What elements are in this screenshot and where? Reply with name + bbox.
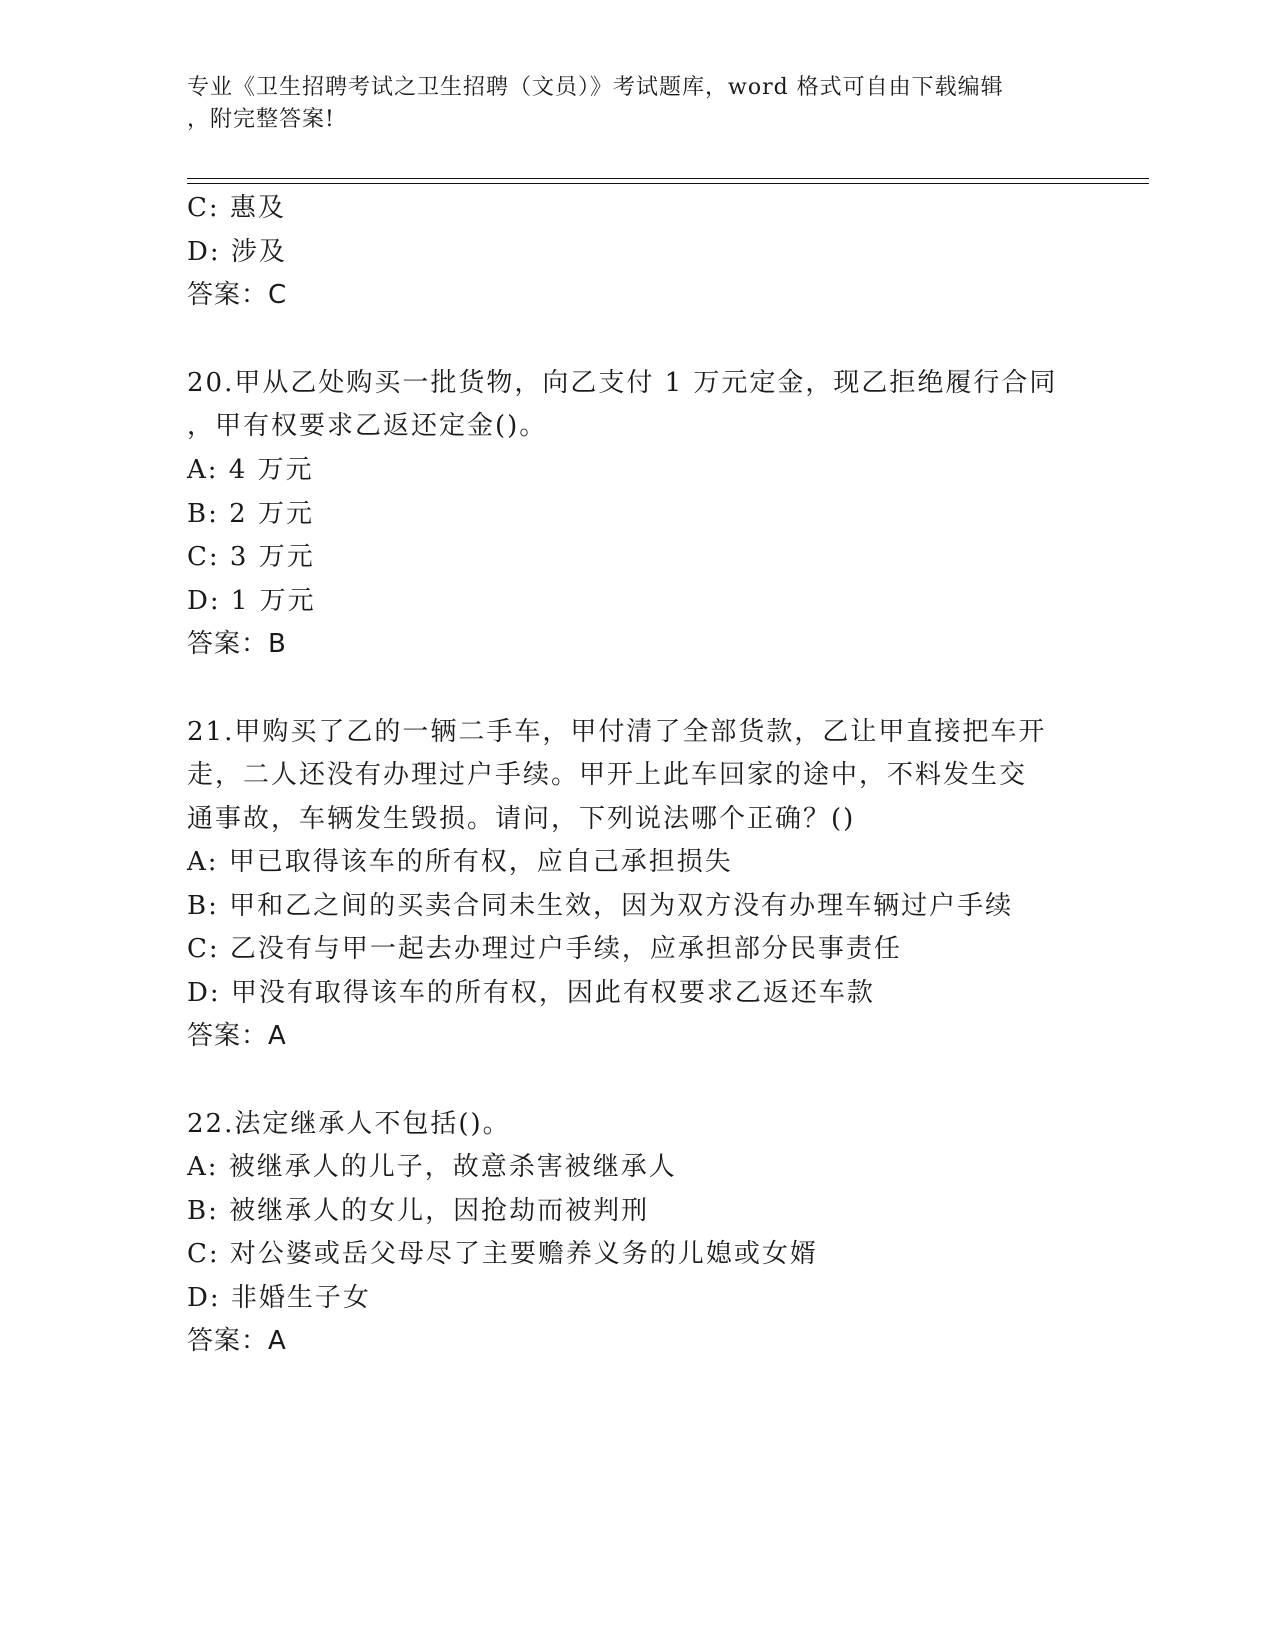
header-line-1: 专业《卫生招聘考试之卫生招聘（文员）》考试题库，word 格式可自由下载编辑 — [187, 75, 1004, 100]
q21-option-b: B: 甲和乙之间的买卖合同未生效，因为双方没有办理车辆过户手续 — [187, 891, 1014, 921]
q21-stem-line-3: 通事故，车辆发生毁损。请问，下列说法哪个正确？() — [187, 804, 856, 834]
q22-option-c: C: 对公婆或岳父母尽了主要赡养义务的儿媳或女婿 — [187, 1239, 818, 1269]
q22-option-d: D: 非婚生子女 — [187, 1283, 371, 1313]
q20-option-d: D: 1 万元 — [187, 586, 316, 616]
q21-option-a: A: 甲已取得该车的所有权，应自己承担损失 — [187, 847, 733, 877]
header-divider-bottom — [187, 183, 1149, 184]
q22-stem-line-1: 22.法定继承人不包括()。 — [187, 1109, 511, 1139]
document-header — [187, 72, 1067, 136]
q21-stem-line-1: 21.甲购买了乙的一辆二手车，甲付清了全部货款，乙让甲直接把车开 — [187, 717, 1047, 747]
q20-stem-line-2: ，甲有权要求乙返还定金()。 — [187, 411, 548, 441]
q21-stem-line-2: 走，二人还没有办理过户手续。甲开上此车回家的途中，不料发生交 — [187, 760, 1028, 790]
q20-option-b: B: 2 万元 — [187, 499, 314, 529]
q20-answer: 答案：B — [187, 629, 287, 659]
q20-option-c: C: 3 万元 — [187, 542, 315, 572]
q19-option-c: C: 惠及 — [187, 193, 286, 223]
header-line-2: ，附完整答案! — [187, 107, 335, 132]
q19-option-d: D: 涉及 — [187, 237, 287, 267]
q21-option-c: C: 乙没有与甲一起去办理过户手续，应承担部分民事责任 — [187, 934, 902, 964]
q22-option-b: B: 被继承人的女儿，因抢劫而被判刑 — [187, 1196, 650, 1226]
q21-answer: 答案：A — [187, 1021, 287, 1051]
q21-option-d: D: 甲没有取得该车的所有权，因此有权要求乙返还车款 — [187, 978, 875, 1008]
q22-answer: 答案：A — [187, 1326, 287, 1356]
header-divider-top — [187, 178, 1149, 179]
q20-option-a: A: 4 万元 — [187, 455, 314, 485]
q20-stem-line-1: 20.甲从乙处购买一批货物，向乙支付 1 万元定金，现乙拒绝履行合同 — [187, 368, 1058, 398]
q19-answer: 答案：C — [187, 280, 288, 310]
q22-option-a: A: 被继承人的儿子，故意杀害被继承人 — [187, 1152, 677, 1182]
